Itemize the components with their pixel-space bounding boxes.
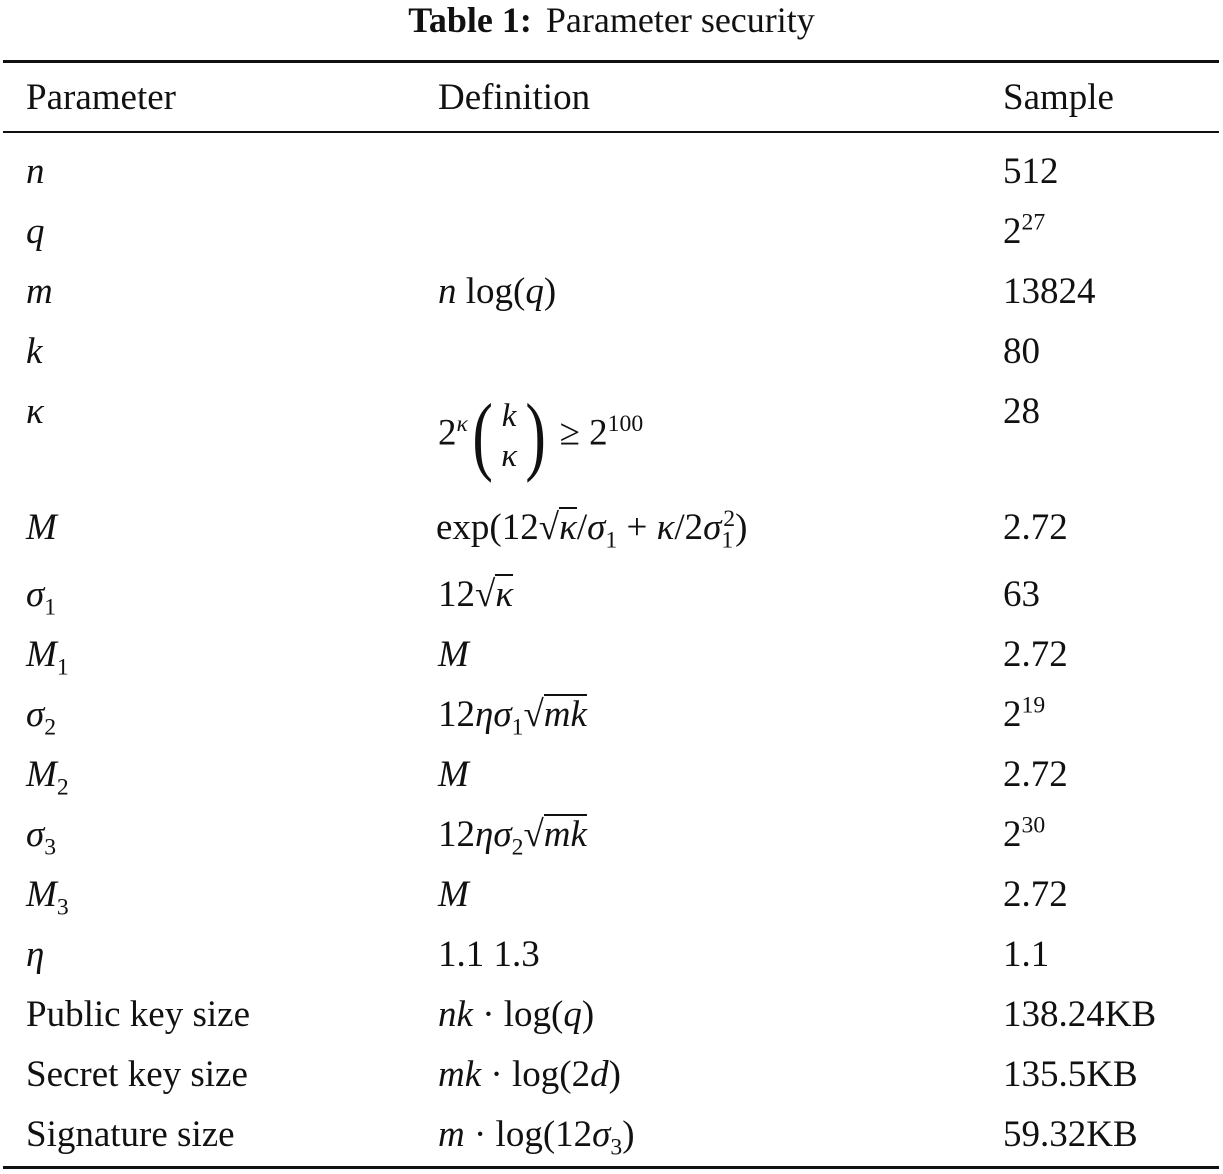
definition-cell: nk · log(q) — [438, 994, 595, 1035]
sample-cell: 138.24KB — [1003, 994, 1157, 1035]
definition-cell: n log(q) — [438, 271, 557, 312]
header-parameter: Parameter — [26, 77, 176, 118]
param-cell: $\sigma_2$ — [26, 694, 57, 741]
sample-cell: 2.72 — [1003, 874, 1068, 915]
definition-cell: M — [438, 634, 469, 675]
definition-cell: $12\eta\sigma_2√mk$ — [438, 814, 587, 861]
param-cell: κ — [26, 391, 44, 432]
caption-title: Parameter security — [545, 0, 815, 40]
definition-cell: $2^\kappa$ ( k κ ) ≥ $2^{100}$ — [438, 387, 644, 484]
sample-cell: 1.1 — [1003, 934, 1050, 975]
definition-cell: 1.1 1.3 — [438, 934, 540, 975]
bottom-rule — [3, 1166, 1219, 1169]
caption-label: Table 1: — [408, 0, 532, 40]
binomial: ( k κ ) — [472, 387, 546, 484]
table-row — [0, 387, 1223, 490]
sample-cell: $2^{27}$ — [1003, 209, 1046, 252]
param-cell: $M_3$ — [26, 874, 69, 921]
param-cell: q — [26, 211, 45, 252]
table-caption — [0, 0, 1223, 40]
sample-cell: 135.5KB — [1003, 1054, 1138, 1095]
param-cell: n — [26, 151, 45, 192]
top-rule — [3, 60, 1219, 63]
header-sample: Sample — [1003, 77, 1114, 118]
definition-cell: M — [438, 754, 469, 795]
sample-cell: 63 — [1003, 574, 1040, 615]
definition-cell: $\exp(12√\kappa/\sigma_1 + \kappa/2\sigma_1^2)$ — [436, 505, 748, 554]
header-definition: Definition — [438, 77, 591, 118]
sample-cell: 512 — [1003, 151, 1059, 192]
sample-cell: 13824 — [1003, 271, 1096, 312]
header-rule — [3, 131, 1219, 133]
param-cell: $\sigma_3$ — [26, 814, 57, 861]
definition-cell: M — [438, 874, 469, 915]
sample-cell: 28 — [1003, 391, 1040, 432]
sample-cell: 2.72 — [1003, 754, 1068, 795]
param-cell: m — [26, 271, 53, 312]
sample-cell: 80 — [1003, 331, 1040, 372]
definition-cell: mk · log(2d) — [438, 1054, 621, 1095]
sample-cell: $2^{30}$ — [1003, 812, 1046, 855]
definition-cell: $m \cdot \log(12\sigma_3)$ — [438, 1114, 635, 1161]
param-cell: k — [26, 331, 43, 372]
param-cell: Public key size — [26, 994, 251, 1035]
param-cell: $M_1$ — [26, 634, 69, 681]
param-cell: Signature size — [26, 1114, 235, 1155]
param-cell: M — [26, 507, 57, 548]
sample-cell: 59.32KB — [1003, 1114, 1138, 1155]
sample-cell: 2.72 — [1003, 634, 1068, 675]
definition-cell: $12\eta\sigma_1√mk$ — [438, 694, 587, 741]
param-cell: Secret key size — [26, 1054, 248, 1095]
sample-cell: $2^{19}$ — [1003, 692, 1046, 735]
param-cell: $\sigma_1$ — [26, 574, 57, 621]
sample-cell: 2.72 — [1003, 507, 1068, 548]
param-cell: $M_2$ — [26, 754, 69, 801]
param-cell: η — [26, 934, 45, 975]
definition-cell: 12√κ — [438, 574, 514, 615]
